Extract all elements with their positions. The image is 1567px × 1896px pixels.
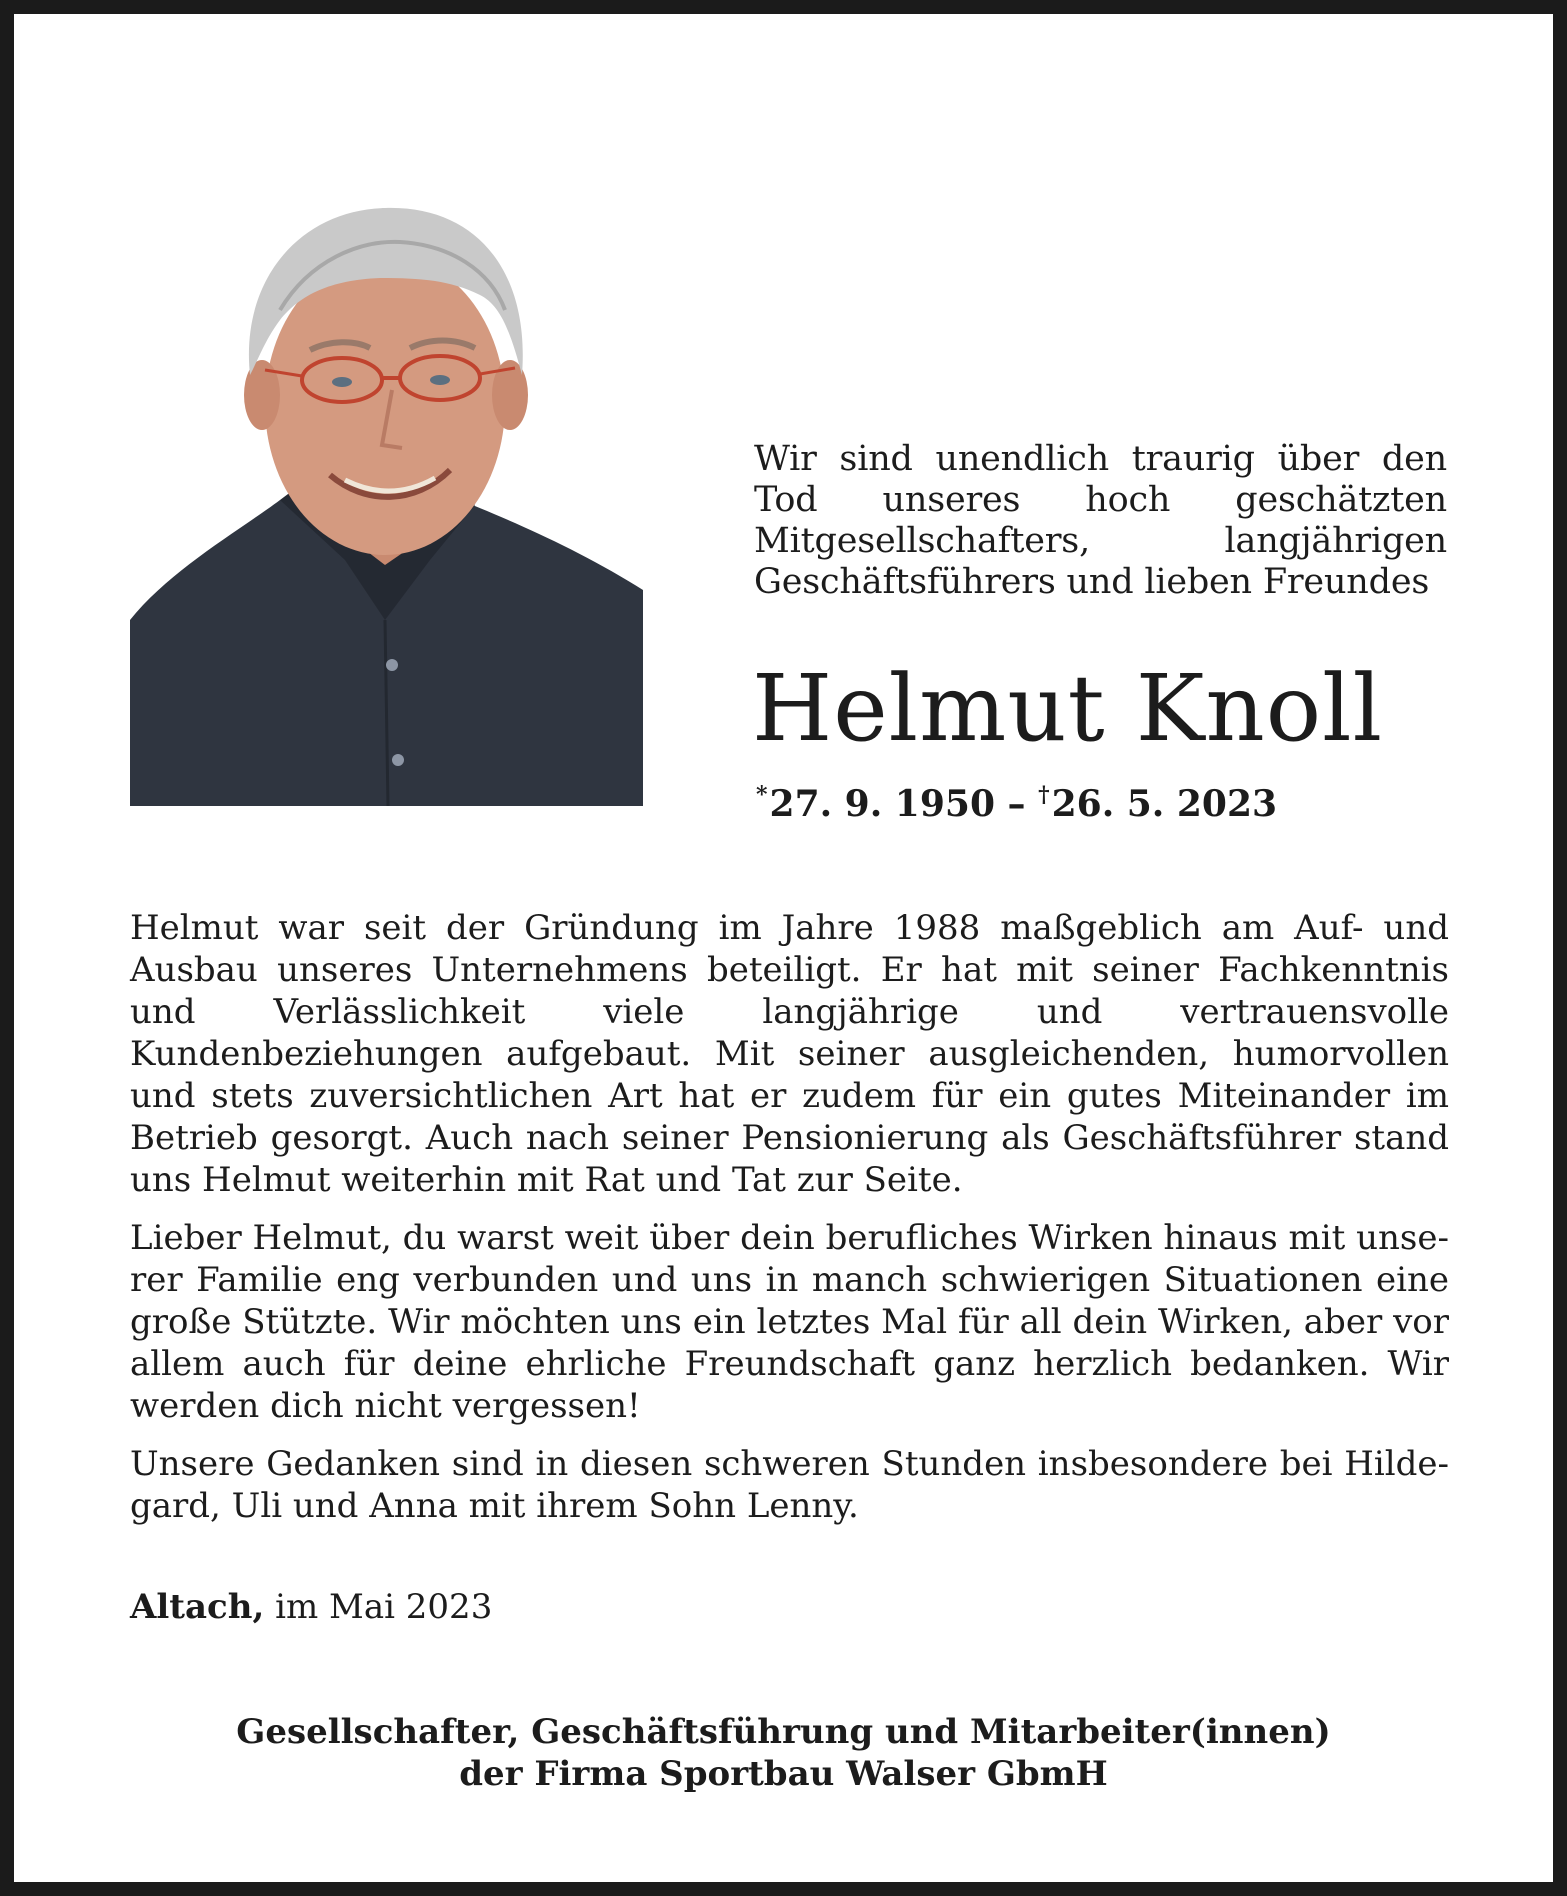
signature-line-2: der Firma Sportbau Walser GbmH [459, 1754, 1108, 1794]
death-symbol: † [1038, 782, 1050, 808]
signature-block [14, 1711, 1553, 1795]
date-separator: – [995, 783, 1039, 825]
deceased-name: Helmut Knoll [752, 655, 1384, 762]
birth-symbol: * [756, 782, 768, 808]
paragraph: Lieber Helmut, du warst weit über dein berufliches Wirken hinaus mit unserer Familie eng verbunden und uns in manch schwierigen Situationen eine große Stützte. Wir möchten uns ein letztes Mal für all dein Wirken, aber vor allem auch für deine ehrliche Freundschaft ganz herzlich bedanken. Wir werden dich nicht vergessen! [130, 1218, 1449, 1426]
place-date: im Mai 2023 [264, 1587, 493, 1627]
intro-text: Wir sind unendlich traurig über den Tod unseres hoch geschätzten Mitgesellschafters, langjährigen Geschäftsführers und lieben Freundes [754, 439, 1447, 602]
birth-date: 27. 9. 1950 [769, 783, 995, 825]
death-date: 26. 5. 2023 [1051, 783, 1278, 825]
place-and-date [130, 1587, 492, 1627]
portrait-photo [130, 200, 643, 806]
obituary-body [130, 907, 1449, 1543]
signature-line-1: Gesellschafter, Geschäftsführung und Mitarbeiter(innen) [236, 1712, 1331, 1752]
paragraph: Helmut war seit der Gründung im Jahre 1988 maßgeblich am Auf- und Ausbau unseres Unternehmens beteiligt. Er hat mit seiner Fachkenntnis und Verlässlichkeit viele langjährige und vertrauensvolle Kundenbeziehungen aufgebaut. Mit seiner ausgleichenden, humorvollen und stets zuversichtlichen Art hat er zudem für ein gutes Miteinander im Betrieb gesorgt. Auch nach seiner Pensionierung als Geschäftsführer stand uns Helmut weiterhin mit Rat und Tat zur Seite. [130, 908, 1449, 1200]
paragraph: Unsere Gedanken sind in diesen schweren Stunden insbesondere bei Hildegard, Uli und Anna mit ihrem Sohn Lenny. [130, 1444, 1449, 1526]
place-city: Altach, [130, 1587, 265, 1627]
life-dates [756, 782, 1277, 825]
